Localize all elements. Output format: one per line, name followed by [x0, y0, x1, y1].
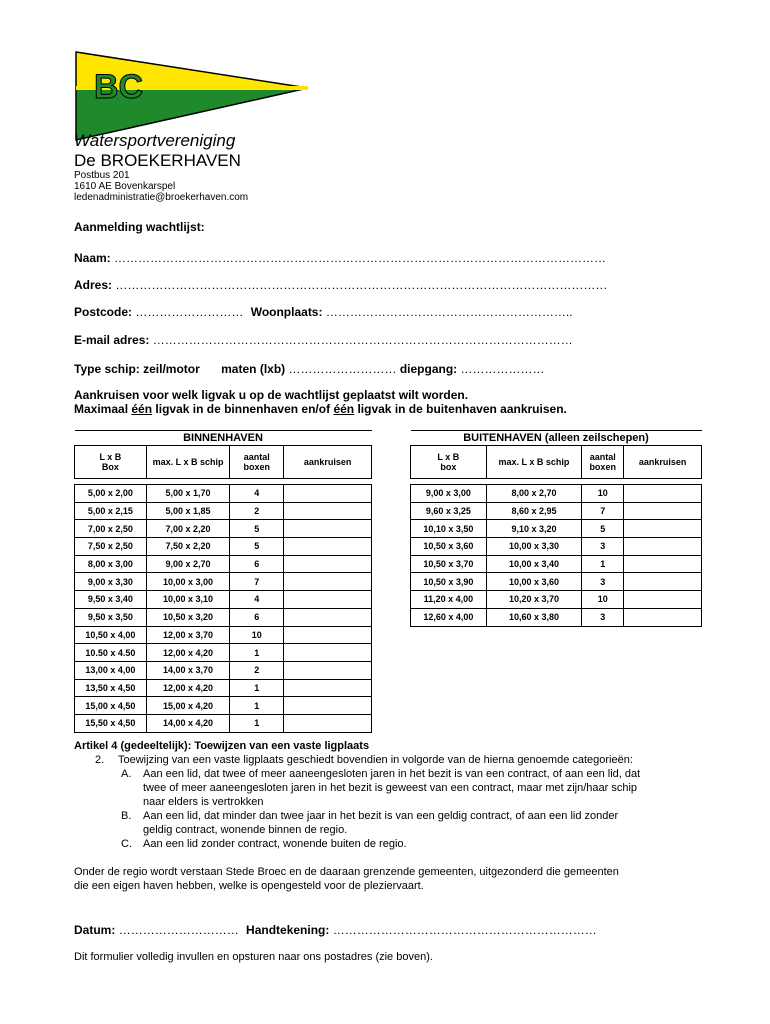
table-row — [411, 608, 702, 626]
aankruisen-checkbox[interactable] — [284, 608, 372, 626]
cell-max-ship: 9,00 x 2,70 — [146, 555, 230, 573]
cell-box-count: 7 — [230, 573, 284, 591]
aankruisen-checkbox[interactable] — [284, 661, 372, 679]
cat-a-line3: naar elders is vertrokken — [143, 796, 264, 808]
cell-box-count: 1 — [230, 644, 284, 662]
woonplaats-label: Woonplaats: — [250, 305, 323, 319]
table-row — [411, 520, 702, 538]
instruction-line2: Maximaal één ligvak in de binnenhaven en/of één ligvak in de buitenhaven aankruisen. — [74, 402, 567, 416]
table-row — [411, 591, 702, 609]
aankruisen-checkbox[interactable] — [624, 591, 702, 609]
artikel-item-text: Toewijzing van een vaste ligplaats geschiedt bovendien in volgorde van de hierna genoemde categorieën: — [118, 754, 633, 766]
cell-box-size: 15,50 x 4,50 — [75, 714, 147, 732]
cell-box-size: 10,50 x 3,70 — [411, 555, 487, 573]
cell-box-size: 9,50 x 3,50 — [75, 608, 147, 626]
cell-max-ship: 9,10 x 3,20 — [486, 520, 582, 538]
cell-box-count: 5 — [230, 538, 284, 556]
aankruisen-checkbox[interactable] — [284, 626, 372, 644]
aankruisen-checkbox[interactable] — [284, 644, 372, 662]
regio-line2: die een eigen haven hebben, welke is opengesteld voor de pleziervaart. — [74, 880, 424, 892]
aankruisen-checkbox[interactable] — [284, 502, 372, 520]
table-row — [75, 644, 372, 662]
cell-box-count: 2 — [230, 502, 284, 520]
aankruisen-checkbox[interactable] — [624, 608, 702, 626]
cell-box-count: 3 — [582, 608, 624, 626]
aankruisen-checkbox[interactable] — [284, 573, 372, 591]
adres-label: Adres: — [74, 278, 113, 292]
email-dots[interactable]: …………………………………………………………………………………………… — [152, 333, 573, 347]
aankruisen-checkbox[interactable] — [284, 555, 372, 573]
table-row — [75, 697, 372, 715]
aankruisen-checkbox[interactable] — [624, 502, 702, 520]
table-row — [75, 520, 372, 538]
col-header-aankruisen: aankruisen — [624, 446, 702, 479]
col-header-lxb-box: L x B Box — [75, 446, 147, 479]
logo-text: BC — [94, 68, 144, 106]
aankruisen-checkbox[interactable] — [624, 485, 702, 503]
cell-box-size: 12,60 x 4,00 — [411, 608, 487, 626]
cell-box-size: 7,50 x 2,50 — [75, 538, 147, 556]
cell-max-ship: 7,50 x 2,20 — [146, 538, 230, 556]
org-address-city: 1610 AE Bovenkarspel — [74, 181, 176, 192]
cell-box-count: 6 — [230, 608, 284, 626]
cell-box-size: 13,00 x 4,00 — [75, 661, 147, 679]
cell-max-ship: 10,00 x 3,10 — [146, 591, 230, 609]
table-row — [411, 555, 702, 573]
maten-dots[interactable]: ……………………… — [288, 362, 397, 376]
col-header-aantal-boxen: aantal boxen — [230, 446, 284, 479]
cell-box-size: 7,00 x 2,50 — [75, 520, 147, 538]
table-row — [411, 538, 702, 556]
cell-max-ship: 10,00 x 3,40 — [486, 555, 582, 573]
aankruisen-checkbox[interactable] — [284, 697, 372, 715]
col-header-aankruisen: aankruisen — [284, 446, 372, 479]
cell-max-ship: 10,60 x 3,80 — [486, 608, 582, 626]
table-row — [411, 502, 702, 520]
table-row — [75, 502, 372, 520]
table-row — [411, 573, 702, 591]
binnenhaven-title: BINNENHAVEN — [75, 431, 372, 446]
cell-box-size: 15,00 x 4,50 — [75, 697, 147, 715]
aankruisen-checkbox[interactable] — [624, 573, 702, 591]
cat-a-line2: twee of meer aaneengesloten jaren in het bezit is geweest van een contract, maar met zijn/haar schip — [143, 782, 638, 794]
cell-max-ship: 12,00 x 4,20 — [146, 679, 230, 697]
cell-box-count: 3 — [582, 538, 624, 556]
table-row — [75, 714, 372, 732]
club-logo — [74, 50, 310, 142]
cell-max-ship: 8,60 x 2,95 — [486, 502, 582, 520]
cell-max-ship: 12,00 x 4,20 — [146, 644, 230, 662]
form-title: Aanmelding wachtlijst: — [74, 220, 205, 234]
aankruisen-checkbox[interactable] — [284, 520, 372, 538]
cell-box-size: 9,60 x 3,25 — [411, 502, 487, 520]
org-email: ledenadministratie@broekerhaven.com — [74, 192, 249, 203]
cell-box-size: 9,50 x 3,40 — [75, 591, 147, 609]
aankruisen-checkbox[interactable] — [284, 591, 372, 609]
table-row — [411, 485, 702, 503]
cell-max-ship: 7,00 x 2,20 — [146, 520, 230, 538]
handtekening-dots[interactable]: ………………………………………………………… — [332, 923, 597, 937]
col-header-max-schip: max. L x B schip — [146, 446, 230, 479]
table-row — [75, 555, 372, 573]
postcode-row — [74, 305, 573, 319]
buitenhaven-title: BUITENHAVEN (alleen zeilschepen) — [411, 431, 702, 446]
cell-max-ship: 15,00 x 4,20 — [146, 697, 230, 715]
regio-line1: Onder de regio wordt verstaan Stede Broec en de daaraan grenzende gemeenten, uitgezonderd die gemeenten — [74, 866, 619, 878]
cell-box-count: 10 — [230, 626, 284, 644]
cell-box-count: 7 — [582, 502, 624, 520]
org-address-postbus: Postbus 201 — [74, 170, 130, 181]
cat-b-line1: Aan een lid, dat minder dan twee jaar in het bezit is van een geldig contract, of aan een lid zonder — [143, 810, 619, 822]
cell-max-ship: 14,00 x 4,20 — [146, 714, 230, 732]
naam-label: Naam: — [74, 251, 111, 265]
cell-box-count: 5 — [582, 520, 624, 538]
diepgang-dots[interactable]: ………………… — [460, 362, 545, 376]
cell-box-count: 2 — [230, 661, 284, 679]
signature-row — [74, 923, 597, 937]
aankruisen-checkbox[interactable] — [624, 520, 702, 538]
handtekening-label: Handtekening: — [246, 923, 330, 937]
cell-box-size: 9,00 x 3,30 — [75, 573, 147, 591]
email-label: E-mail adres: — [74, 333, 150, 347]
col-header-lxb-box: L x B box — [411, 446, 487, 479]
cell-max-ship: 5,00 x 1,85 — [146, 502, 230, 520]
cell-max-ship: 10,50 x 3,20 — [146, 608, 230, 626]
instruction-line1: Aankruisen voor welk ligvak u op de wachtlijst geplaatst wilt worden. — [74, 388, 469, 402]
cat-b-line2: geldig contract, wonende binnen de regio. — [143, 824, 348, 836]
cell-box-size: 10,10 x 3,50 — [411, 520, 487, 538]
naam-dots[interactable]: …………………………………………………………………………………………………………… — [114, 251, 607, 265]
datum-dots[interactable]: ………………………… — [118, 923, 239, 937]
maten-label: maten (lxb) — [221, 362, 286, 376]
table-row — [75, 485, 372, 503]
cell-max-ship: 10,20 x 3,70 — [486, 591, 582, 609]
email-field[interactable] — [74, 333, 573, 347]
buitenhaven-table — [410, 430, 702, 627]
cell-box-count: 10 — [582, 485, 624, 503]
naam-field[interactable] — [74, 251, 606, 265]
woonplaats-dots[interactable]: …………………………………………………….. — [325, 305, 573, 319]
aankruisen-checkbox[interactable] — [284, 485, 372, 503]
col-header-max-schip: max. L x B schip — [486, 446, 582, 479]
table-row — [75, 608, 372, 626]
cell-box-size: 10,50 x 3,90 — [411, 573, 487, 591]
cell-max-ship: 10,00 x 3,30 — [486, 538, 582, 556]
table-row — [75, 573, 372, 591]
aankruisen-checkbox[interactable] — [284, 679, 372, 697]
adres-field[interactable] — [74, 278, 607, 292]
table-row — [75, 591, 372, 609]
table-row — [75, 661, 372, 679]
cell-box-count: 1 — [230, 697, 284, 715]
aankruisen-checkbox[interactable] — [284, 714, 372, 732]
cell-box-size: 5,00 x 2,15 — [75, 502, 147, 520]
aankruisen-checkbox[interactable] — [284, 538, 372, 556]
cell-max-ship: 14,00 x 3,70 — [146, 661, 230, 679]
cell-box-size: 9,00 x 3,00 — [411, 485, 487, 503]
footer-note: Dit formulier volledig invullen en opsturen naar ons postadres (zie boven). — [74, 951, 433, 963]
cell-box-count: 1 — [582, 555, 624, 573]
org-name-line1: Watersportvereniging — [74, 131, 236, 150]
cell-box-size: 5,00 x 2,00 — [75, 485, 147, 503]
cat-c-label: C. — [121, 838, 132, 850]
cell-box-count: 4 — [230, 591, 284, 609]
org-name-line2: De BROEKERHAVEN — [74, 151, 241, 170]
postcode-label: Postcode: — [74, 305, 133, 319]
cell-box-count: 10 — [582, 591, 624, 609]
cell-max-ship: 5,00 x 1,70 — [146, 485, 230, 503]
cat-a-line1: Aan een lid, dat twee of meer aaneengesloten jaren in het bezit is van een contract, of aan een lid, dat — [143, 768, 641, 780]
aankruisen-checkbox[interactable] — [624, 555, 702, 573]
cell-box-size: 10.50 x 4.50 — [75, 644, 147, 662]
cell-box-size: 8,00 x 3,00 — [75, 555, 147, 573]
cell-box-count: 1 — [230, 714, 284, 732]
cell-max-ship: 10,00 x 3,00 — [146, 573, 230, 591]
cell-box-size: 10,50 x 4,00 — [75, 626, 147, 644]
cell-box-count: 3 — [582, 573, 624, 591]
artikel-title: Artikel 4 (gedeeltelijk): Toewijzen van een vaste ligplaats — [74, 740, 370, 752]
cell-max-ship: 12,00 x 3,70 — [146, 626, 230, 644]
table-row — [75, 679, 372, 697]
postcode-dots[interactable]: ……………………… — [135, 305, 244, 319]
cat-b-label: B. — [121, 810, 132, 822]
datum-label: Datum: — [74, 923, 116, 937]
aankruisen-checkbox[interactable] — [624, 538, 702, 556]
cell-box-count: 1 — [230, 679, 284, 697]
cat-c-line1: Aan een lid zonder contract, wonende buiten de regio. — [143, 838, 407, 850]
table-row — [75, 626, 372, 644]
binnenhaven-table — [74, 430, 372, 733]
cell-max-ship: 10,00 x 3,60 — [486, 573, 582, 591]
type-schip-label[interactable]: Type schip: zeil/motor — [74, 362, 200, 376]
cell-box-count: 4 — [230, 485, 284, 503]
adres-dots[interactable]: …………………………………………………………………………………………………………… — [115, 278, 608, 292]
cell-box-count: 6 — [230, 555, 284, 573]
table-row — [75, 538, 372, 556]
diepgang-label: diepgang: — [399, 362, 458, 376]
schip-row — [74, 362, 545, 376]
cell-max-ship: 8,00 x 2,70 — [486, 485, 582, 503]
cell-box-size: 11,20 x 4,00 — [411, 591, 487, 609]
col-header-aantal-boxen: aantal boxen — [582, 446, 624, 479]
cat-a-label: A. — [121, 768, 132, 780]
artikel-item-number: 2. — [95, 754, 105, 766]
cell-box-size: 13,50 x 4,50 — [75, 679, 147, 697]
cell-box-count: 5 — [230, 520, 284, 538]
cell-box-size: 10,50 x 3,60 — [411, 538, 487, 556]
